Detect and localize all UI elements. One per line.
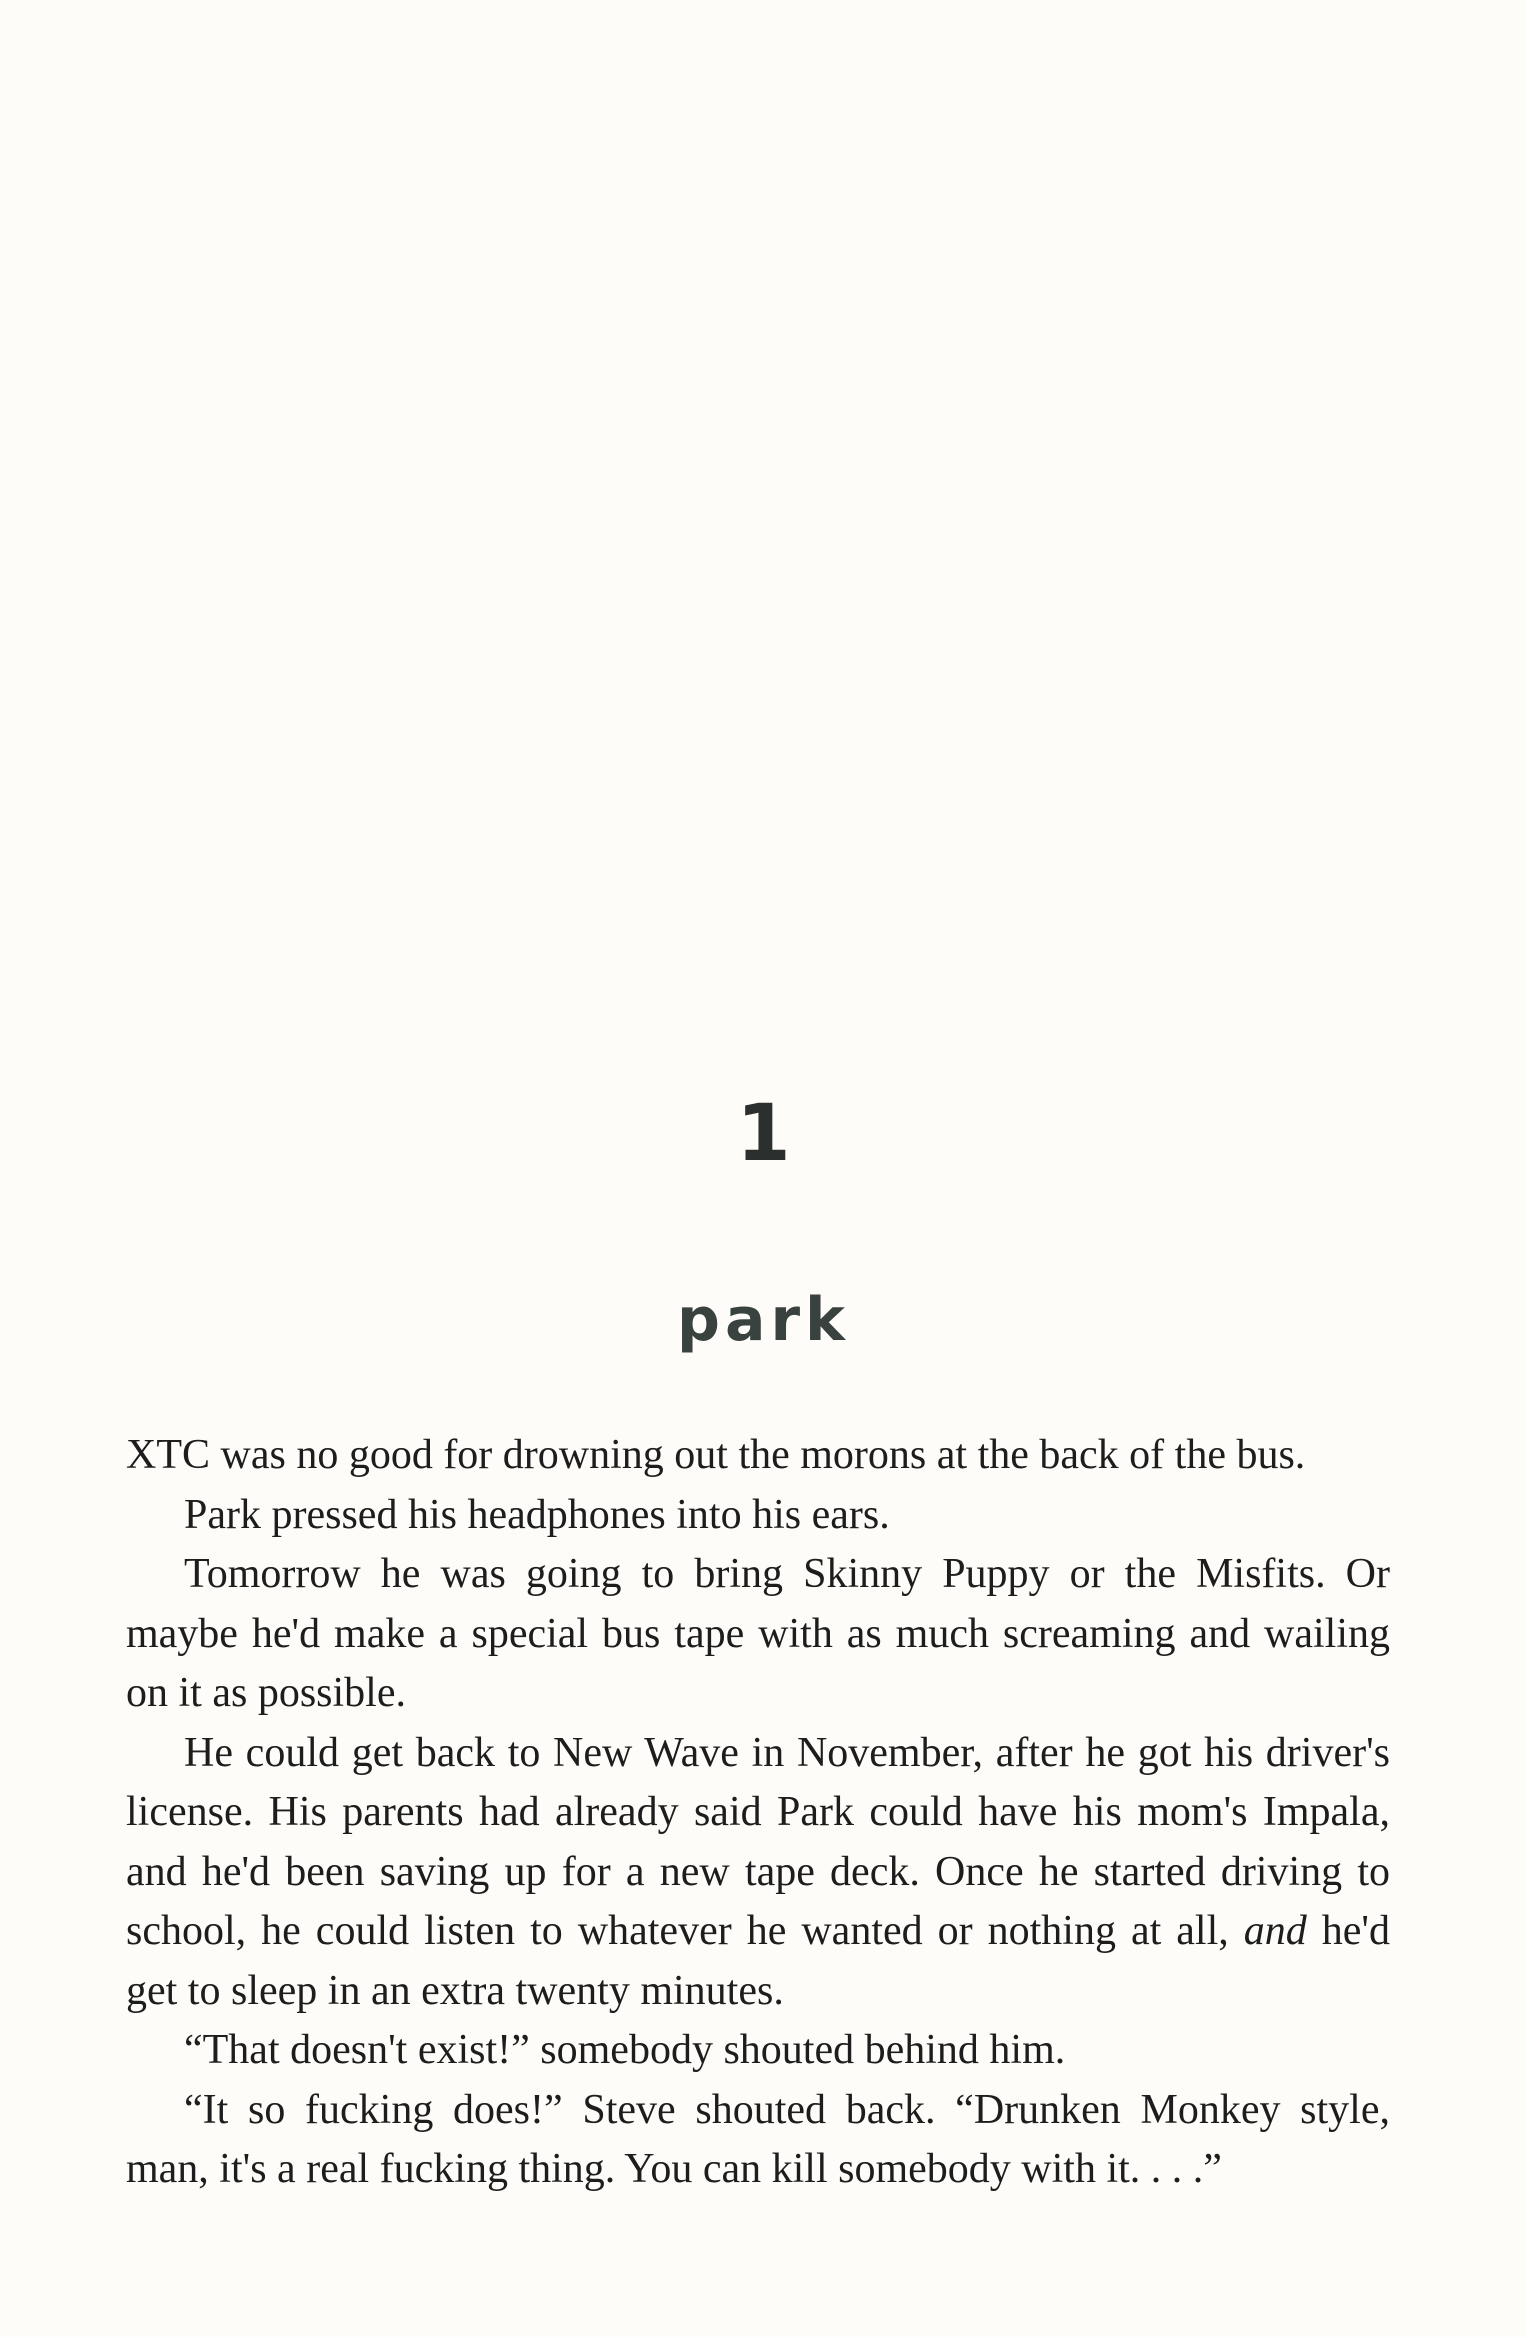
paragraph-1: XTC was no good for drowning out the morons at the back of the bus. <box>126 1432 1306 1478</box>
paragraph-5: “That doesn't exist!” somebody shouted behind him. <box>184 2027 1066 2073</box>
paragraph-3: Tomorrow he was going to bring Skinny Puppy or the Misfits. Or maybe he'd make a special bus tape with as much screaming and wailing on it as possible. <box>126 1551 1390 1716</box>
paragraph-4-text-a: He could get back to New Wave in November, after he got his driver's license. His parents had already said Park could have his mom's Impala, and he'd been saving up for a new tape deck. Once he started driving to school, he could listen to whatever he wanted or nothing at all, <box>126 1729 1390 1954</box>
paragraph-4-text-b: he'd get to sleep in an extra twenty minutes. <box>126 1908 1390 2014</box>
paragraph-6: “It so fucking does!” Steve shouted back. “Drunken Monkey style, man, it's a real fucking thing. You can kill somebody with it. . . .” <box>126 2086 1390 2192</box>
chapter-body <box>126 1426 1390 2200</box>
chapter-number: 1 <box>736 1089 791 1179</box>
chapter-title: park <box>677 1285 850 1355</box>
paragraph-2: Park pressed his headphones into his ears. <box>184 1491 890 1538</box>
paragraph-4-emphasis: and <box>1243 1908 1307 1954</box>
paragraph-4 <box>126 1724 1390 2022</box>
